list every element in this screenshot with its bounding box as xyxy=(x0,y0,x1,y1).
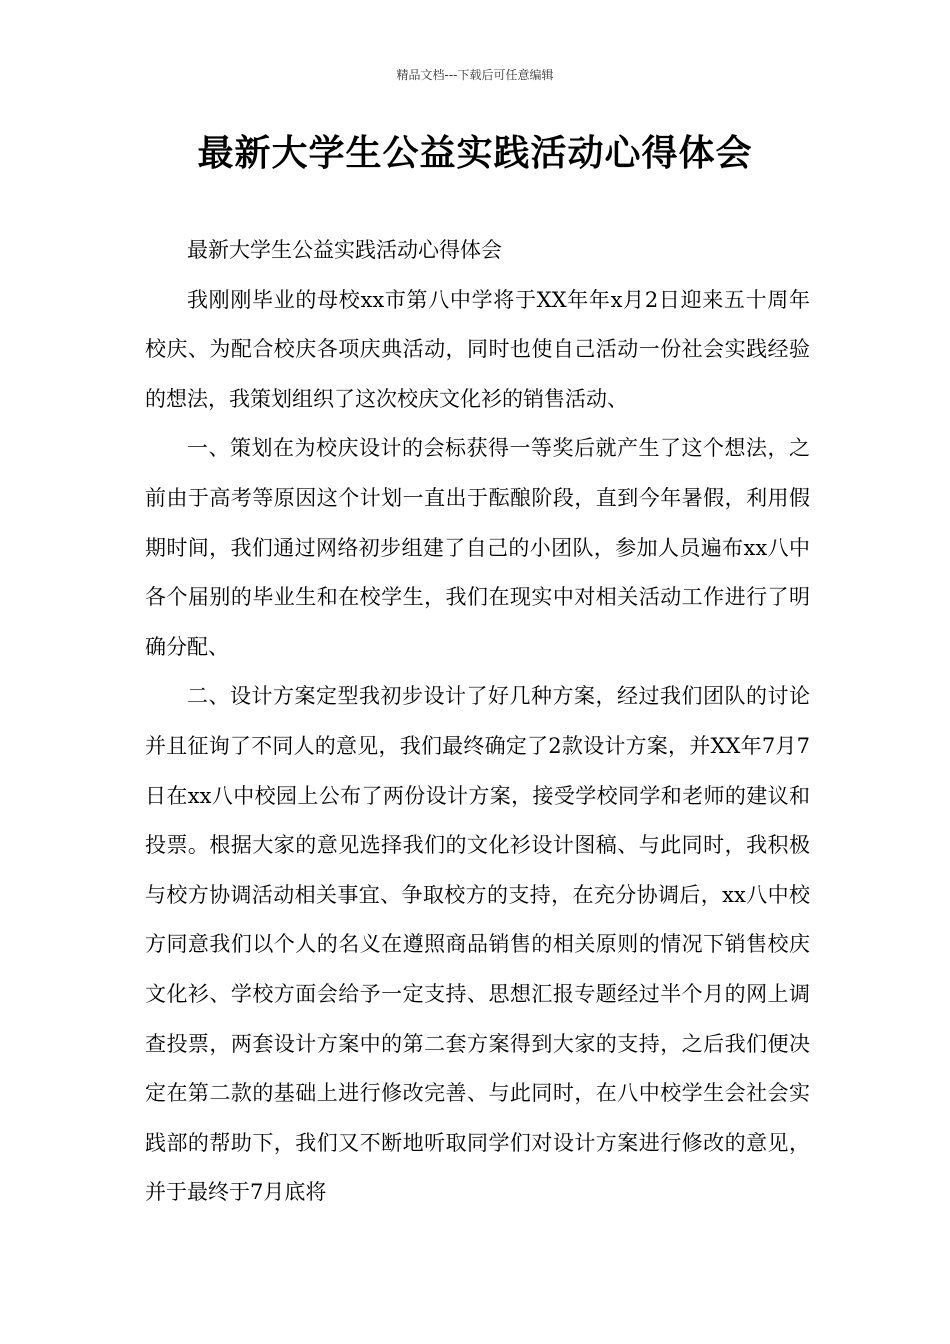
header-note: 精品文档---下载后可任意编辑 xyxy=(396,68,554,82)
paragraph-subtitle: 最新大学生公益实践活动心得体会 xyxy=(187,238,502,262)
document-title: 最新大学生公益实践活动心得体会 xyxy=(197,133,753,174)
paragraph-section-two: 二、设计方案定型我初步设计了好几种方案，经过我们团队的讨论并且征询了不同人的意见，我们最终确定了2款设计方案，并XX年7月7日在xx八中校园上公布了两份设计方案，接受学校同学和老师的建议和投票。根据大家的意见选择我们的文化衫设计图稿、与此同时，我积极与校方协调活动相关事宜、争取校方的支持，在充分协调后，xx八中校方同意我们以个人的名义在遵照商品销售的相关原则的情况下销售校庆文化衫、学校方面会给予一定支持、思想汇报专题经过半个月的网上调查投票，两套设计方案中的第二套方案得到大家的支持，之后我们便决定在第二款的基础上进行修改完善、与此同时，在八中校学生会社会实践部的帮助下，我们又不断地听取同学们对设计方案进行修改的意见，并于最终于7月底将 xyxy=(145,684,810,1205)
document-body xyxy=(145,226,810,1218)
paragraph-section-one: 一、策划在为校庆设计的会标获得一等奖后就产生了这个想法，之前由于高考等原因这个计划一直出于酝酿阶段，直到今年暑假，利用假期时间，我们通过网络初步组建了自己的小团队，参加人员遍布xx八中各个届别的毕业生和在校学生，我们在现实中对相关活动工作进行了明确分配、 xyxy=(145,436,810,659)
paragraph-intro: 我刚刚毕业的母校xx市第八中学将于XX年年x月2日迎来五十周年校庆、为配合校庆各项庆典活动，同时也使自己活动一份社会实践经验的想法，我策划组织了这次校庆文化衫的销售活动、 xyxy=(145,287,810,411)
